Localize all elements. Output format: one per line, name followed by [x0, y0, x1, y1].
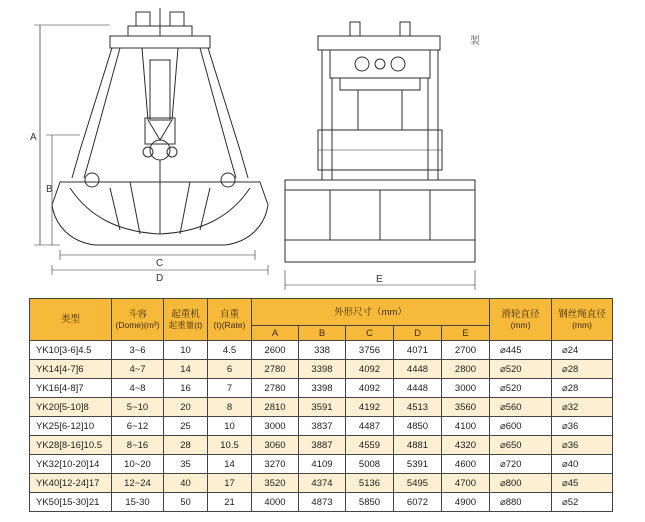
- cell-dim-d: 4513: [394, 398, 442, 417]
- cell-dim-a: 3270: [252, 455, 299, 474]
- cell-rope: ⌀45: [552, 474, 613, 493]
- cell-dim-e: 2700: [442, 341, 490, 360]
- dimension-label-a: A: [30, 132, 37, 143]
- header-capacity-line2: (Dome)(m³): [115, 319, 160, 330]
- table-row: [30, 417, 613, 436]
- header-capacity-line1: 斗容: [127, 308, 147, 320]
- header-dim-a: A: [252, 326, 299, 341]
- header-weight-line2: (t)(Rate): [213, 319, 246, 330]
- cell-model: YK10[3-6]4.5: [30, 341, 112, 360]
- header-pulley-line2: (mm): [510, 319, 531, 330]
- cell-capacity: 8~16: [112, 436, 164, 455]
- cell-crane: 25: [164, 417, 208, 436]
- cell-rope: ⌀36: [552, 417, 613, 436]
- cell-weight: 6: [208, 360, 252, 379]
- header-crane: [164, 299, 208, 341]
- cell-pulley: ⌀520: [490, 360, 552, 379]
- cell-pulley: ⌀520: [490, 379, 552, 398]
- cell-dim-e: 4320: [442, 436, 490, 455]
- cell-dim-c: 5850: [346, 493, 394, 512]
- header-weight-line1: 自重: [219, 308, 239, 320]
- cell-capacity: 12~24: [112, 474, 164, 493]
- cell-rope: ⌀28: [552, 379, 613, 398]
- table-row: [30, 398, 613, 417]
- specification-table: [29, 298, 613, 512]
- cell-dim-a: 2780: [252, 360, 299, 379]
- cell-dim-d: 4071: [394, 341, 442, 360]
- cell-model: YK50[15-30]21: [30, 493, 112, 512]
- cell-dim-a: 3000: [252, 417, 299, 436]
- dimension-label-c: C: [156, 258, 164, 269]
- table-row: [30, 474, 613, 493]
- cell-dim-d: 4448: [394, 360, 442, 379]
- cell-model: YK16[4-8]7: [30, 379, 112, 398]
- table-row: [30, 379, 613, 398]
- cell-weight: 10.5: [208, 436, 252, 455]
- table-row: [30, 341, 613, 360]
- cell-dim-e: 4600: [442, 455, 490, 474]
- cell-dim-a: 2780: [252, 379, 299, 398]
- table-row: [30, 455, 613, 474]
- cell-model: YK25[6-12]10: [30, 417, 112, 436]
- cell-rope: ⌀24: [552, 341, 613, 360]
- header-dim-c: C: [346, 326, 394, 341]
- cell-dim-c: 5008: [346, 455, 394, 474]
- dimension-label-d: D: [156, 273, 164, 284]
- front-view: [34, 8, 268, 275]
- cell-dim-e: 4900: [442, 493, 490, 512]
- cell-pulley: ⌀445: [490, 341, 552, 360]
- header-pulley: [490, 299, 552, 341]
- cell-pulley: ⌀600: [490, 417, 552, 436]
- cell-crane: 35: [164, 455, 208, 474]
- cell-model: YK40[12-24]17: [30, 474, 112, 493]
- cell-dim-b: 4109: [299, 455, 346, 474]
- header-dimensions: 外形尺寸（mm）: [252, 299, 490, 326]
- side-view: [285, 22, 475, 290]
- dimension-label-b: B: [46, 184, 53, 195]
- dimension-label-e: E: [376, 274, 383, 285]
- cell-dim-b: 4374: [299, 474, 346, 493]
- cell-dim-a: 2600: [252, 341, 299, 360]
- header-crane-line2: 起重量(t): [168, 319, 203, 330]
- cell-dim-c: 4192: [346, 398, 394, 417]
- cell-pulley: ⌀650: [490, 436, 552, 455]
- cell-rope: ⌀52: [552, 493, 613, 512]
- cell-pulley: ⌀800: [490, 474, 552, 493]
- cell-dim-b: 3398: [299, 379, 346, 398]
- cell-dim-a: 3520: [252, 474, 299, 493]
- table-row: [30, 360, 613, 379]
- header-dim-b: B: [299, 326, 346, 341]
- table-row: [30, 436, 613, 455]
- cell-crane: 16: [164, 379, 208, 398]
- cell-capacity: 4~7: [112, 360, 164, 379]
- cell-capacity: 4~8: [112, 379, 164, 398]
- cell-dim-e: 4100: [442, 417, 490, 436]
- cell-dim-b: 3398: [299, 360, 346, 379]
- header-weight: [208, 299, 252, 341]
- corner-mark: 製: [470, 36, 480, 47]
- cell-dim-c: 4092: [346, 379, 394, 398]
- header-dim-d: D: [394, 326, 442, 341]
- cell-weight: 10: [208, 417, 252, 436]
- cell-model: YK20[5-10]8: [30, 398, 112, 417]
- cell-rope: ⌀28: [552, 360, 613, 379]
- cell-dim-d: 4448: [394, 379, 442, 398]
- cell-crane: 50: [164, 493, 208, 512]
- header-capacity: [112, 299, 164, 341]
- header-dim-e: E: [442, 326, 490, 341]
- cell-weight: 14: [208, 455, 252, 474]
- cell-dim-c: 4559: [346, 436, 394, 455]
- cell-dim-b: 3837: [299, 417, 346, 436]
- cell-capacity: 6~12: [112, 417, 164, 436]
- cell-dim-c: 3756: [346, 341, 394, 360]
- header-rope-line2: (mm): [572, 319, 592, 330]
- table-header: [30, 299, 613, 341]
- cell-crane: 14: [164, 360, 208, 379]
- cell-pulley: ⌀880: [490, 493, 552, 512]
- cell-dim-d: 5391: [394, 455, 442, 474]
- cell-weight: 8: [208, 398, 252, 417]
- cell-dim-d: 5495: [394, 474, 442, 493]
- cell-dim-c: 4487: [346, 417, 394, 436]
- cell-dim-c: 4092: [346, 360, 394, 379]
- cell-capacity: 3~6: [112, 341, 164, 360]
- cell-weight: 21: [208, 493, 252, 512]
- cell-weight: 7: [208, 379, 252, 398]
- cell-dim-d: 4850: [394, 417, 442, 436]
- cell-rope: ⌀40: [552, 455, 613, 474]
- cell-model: YK28[8-16]10.5: [30, 436, 112, 455]
- header-rope: [552, 299, 613, 341]
- header-crane-line1: 起重机: [171, 308, 200, 320]
- cell-dim-e: 3000: [442, 379, 490, 398]
- cell-rope: ⌀36: [552, 436, 613, 455]
- cell-crane: 28: [164, 436, 208, 455]
- cell-rope: ⌀32: [552, 398, 613, 417]
- cell-dim-e: 4700: [442, 474, 490, 493]
- cell-dim-c: 5136: [346, 474, 394, 493]
- cell-dim-b: 338: [299, 341, 346, 360]
- cell-pulley: ⌀720: [490, 455, 552, 474]
- cell-model: YK14[4-7]6: [30, 360, 112, 379]
- cell-weight: 17: [208, 474, 252, 493]
- cell-crane: 10: [164, 341, 208, 360]
- cell-weight: 4.5: [208, 341, 252, 360]
- header-rope-line1: 钢丝绳直径: [558, 308, 606, 320]
- cell-capacity: 10~20: [112, 455, 164, 474]
- header-pulley-line1: 滑轮直径: [501, 308, 540, 320]
- cell-dim-e: 2800: [442, 360, 490, 379]
- cell-pulley: ⌀560: [490, 398, 552, 417]
- cell-dim-a: 3060: [252, 436, 299, 455]
- cell-dim-b: 3887: [299, 436, 346, 455]
- cell-crane: 20: [164, 398, 208, 417]
- cell-dim-b: 3591: [299, 398, 346, 417]
- cell-dim-d: 6072: [394, 493, 442, 512]
- table-body: [30, 341, 613, 512]
- cell-dim-a: 4000: [252, 493, 299, 512]
- cell-dim-d: 4881: [394, 436, 442, 455]
- cell-capacity: 5~10: [112, 398, 164, 417]
- cell-crane: 40: [164, 474, 208, 493]
- table-row: [30, 493, 613, 512]
- cell-model: YK32[10-20]14: [30, 455, 112, 474]
- cell-capacity: 15-30: [112, 493, 164, 512]
- cell-dim-a: 2810: [252, 398, 299, 417]
- cell-dim-e: 3560: [442, 398, 490, 417]
- cell-dim-b: 4873: [299, 493, 346, 512]
- header-model: 类型: [30, 299, 112, 341]
